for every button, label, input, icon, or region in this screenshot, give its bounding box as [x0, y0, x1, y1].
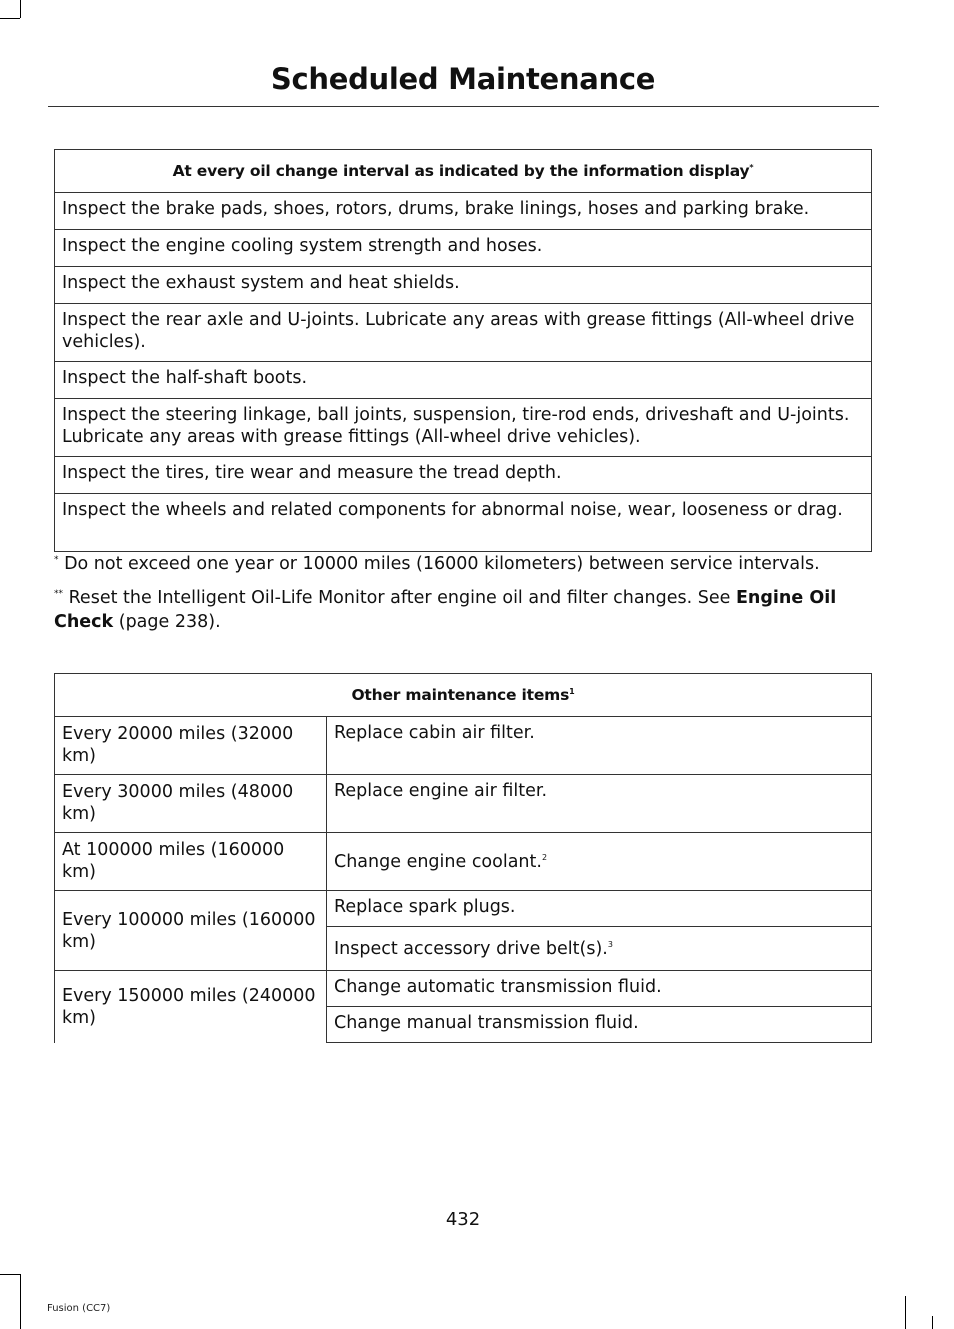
footnote-mark: 2 — [541, 852, 548, 862]
crop-mark-bottom-left-v — [20, 1274, 21, 1329]
table-row — [55, 267, 872, 304]
table-cell: Inspect the steering linkage, ball joints, suspension, tire-rod ends, driveshaft and U-joints. Lubricate any areas with grease fittings (All-wheel drive vehicles). — [55, 399, 872, 457]
header-text: At every oil change interval as indicated by the information display — [172, 162, 750, 180]
title-divider — [48, 106, 879, 107]
table-row — [55, 833, 872, 891]
footnote-text: Reset the Intelligent Oil-Life Monitor after engine oil and filter changes. See — [63, 588, 736, 608]
item-text: Replace spark plugs. — [334, 897, 516, 917]
footer-model: Fusion (CC7) — [47, 1303, 111, 1314]
table-header-row — [55, 150, 872, 193]
table-cell: Inspect the brake pads, shoes, rotors, drums, brake linings, hoses and parking brake. — [55, 193, 872, 230]
engine-oil-check-link[interactable]: Engine Oil Check — [54, 588, 837, 632]
interval-cell: At 100000 miles (160000 km) — [55, 833, 327, 891]
table-row — [55, 891, 872, 927]
footnote-2 — [54, 586, 874, 634]
table-cell: Inspect the engine cooling system strength and hoses. — [55, 230, 872, 267]
item-cell — [327, 927, 872, 971]
page-title: Scheduled Maintenance — [270, 62, 656, 96]
item-text: Change manual transmission fluid. — [334, 1013, 639, 1033]
interval-cell: Every 150000 miles (240000 km) — [55, 971, 327, 1043]
item-text: Change automatic transmission fluid. — [334, 977, 662, 997]
table-row — [55, 230, 872, 267]
table-cell: Inspect the tires, tire wear and measure the tread depth. — [55, 457, 872, 494]
table-header — [55, 150, 872, 193]
table-row — [55, 457, 872, 494]
item-text: Change engine coolant. — [334, 851, 542, 872]
table-header — [55, 674, 872, 717]
footnote-mark: * — [54, 555, 59, 566]
crop-mark-top-left-h — [0, 18, 20, 19]
interval-cell: Every 100000 miles (160000 km) — [55, 891, 327, 971]
table-cell: Inspect the rear axle and U-joints. Lubricate any areas with grease fittings (All-wheel drive vehicles). — [55, 304, 872, 362]
table-cell: Inspect the wheels and related components for abnormal noise, wear, looseness or drag. — [55, 494, 872, 552]
item-cell — [327, 1007, 872, 1043]
oil-change-table — [54, 149, 872, 552]
table-row — [55, 971, 872, 1007]
other-maintenance-table — [54, 673, 872, 1043]
footnote-mark: * — [749, 162, 754, 172]
item-text: Replace engine air filter. — [334, 781, 548, 801]
footnote-mark: 1 — [569, 686, 575, 696]
item-text: Replace cabin air filter. — [334, 723, 535, 743]
table-row — [55, 775, 872, 833]
table-header-row — [55, 674, 872, 717]
table-cell: Inspect the half-shaft boots. — [55, 362, 872, 399]
interval-cell: Every 20000 miles (32000 km) — [55, 717, 327, 775]
footnote-mark: ** — [54, 589, 63, 600]
crop-mark-top-left-v — [20, 0, 21, 18]
table-cell: Inspect the exhaust system and heat shields. — [55, 267, 872, 304]
table-row — [55, 362, 872, 399]
item-cell — [327, 891, 872, 927]
header-text: Other maintenance items — [351, 686, 570, 704]
table-row — [55, 494, 872, 552]
page-reference: (page 238). — [113, 612, 221, 632]
crop-mark-bottom-right-v2 — [932, 1316, 933, 1329]
footnote-text: Do not exceed one year or 10000 miles (16000 kilometers) between service intervals. — [58, 554, 820, 574]
item-text: Inspect accessory drive belt(s). — [334, 938, 608, 959]
crop-mark-bottom-left-h — [0, 1274, 20, 1275]
table-row — [55, 304, 872, 362]
item-cell — [327, 833, 872, 891]
footnote-mark: 3 — [607, 939, 613, 949]
table-row — [55, 193, 872, 230]
footnote-1 — [54, 552, 874, 576]
item-cell — [327, 717, 872, 775]
item-cell — [327, 971, 872, 1007]
crop-mark-bottom-right-v1 — [905, 1296, 906, 1329]
page-number: 432 — [445, 1209, 481, 1230]
table-row — [55, 399, 872, 457]
item-cell — [327, 775, 872, 833]
interval-cell: Every 30000 miles (48000 km) — [55, 775, 327, 833]
table-row — [55, 717, 872, 775]
